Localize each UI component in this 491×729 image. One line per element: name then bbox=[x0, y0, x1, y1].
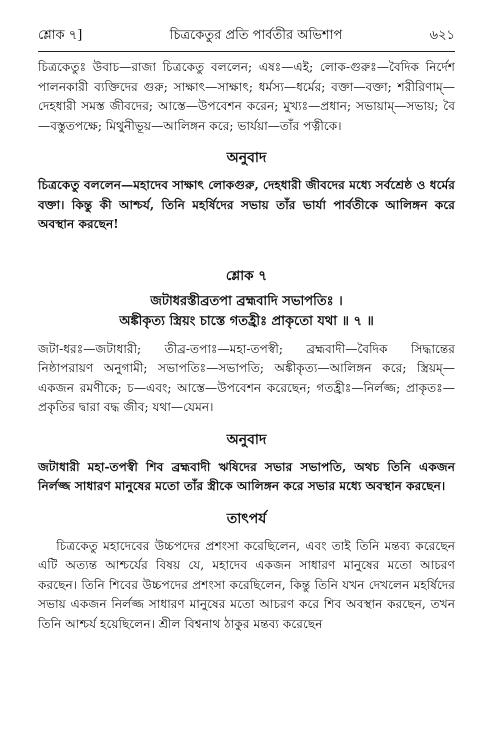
page-number: ৬২১ bbox=[429, 28, 455, 43]
translation-paragraph-2: জটাধারী মহা-তপস্বী শিব ব্রহ্মবাদী ঋষিদের সভার সভাপতি, অথচ তিনি একজন নির্লজ্জ সাধারণ মানুষের মতো তাঁর স্ত্রীকে আলিঙ্গন করে সভার মধ্যে অবস্থান করছেন। bbox=[38, 459, 455, 493]
synonyms-paragraph-2: জটা-ধরঃ—জটাধারী; তীব্র-তপাঃ—মহা-তপস্বী; ব্রহ্মবাদী—বৈদিক সিদ্ধান্তের নিষ্ঠাপরায়ণ অনুগামী; সভাপতিঃ—সভাপতি; অঙ্কীকৃত্য—আলিঙ্গন করে; স্ত্রিয়ম্—একজন রমণীকে; চ—এবং; আস্তে—উপবেশন করেছেন; গতহ্রীঃ—নির্লজ্জ; প্রাকৃতঃ—প্রকৃতির দ্বারা বদ্ধ জীব; যথা—যেমন। bbox=[38, 341, 455, 414]
synonyms-paragraph-1: চিত্রকেতুঃ উবাচ—রাজা চিত্রকেতু বললেন; এষঃ—এই; লোক-গুরুঃ—বৈদিক নির্দেশ পালনকারী ব্যক্তিদের গুরু; সাক্ষাৎ—সাক্ষাৎ; ধর্মস্য—ধর্মের; বক্তা—বক্তা; শরীরিণাম্—দেহধারী সমস্ত জীবদের; আস্তে—উপবেশন করেন; মুখ্যঃ—প্রধান; সভায়াম্—সভায়; বৈ—বস্তুতপক্ষে; মিথুনীভূয়—আলিঙ্গন করে; ভার্যয়া—তাঁর পত্নীকে। bbox=[38, 60, 455, 133]
verse-label: শ্লোক ৭ bbox=[225, 267, 268, 284]
purport-heading: তাৎপর্য bbox=[226, 510, 267, 527]
chapter-title: চিত্রকেতুর প্রতি পার্বতীর অভিশাপ bbox=[169, 28, 343, 43]
translation-paragraph-1: চিত্রকেতু বললেন—মহাদেব সাক্ষাৎ লোকগুরু, দেহধারী জীবদের মধ্যে সর্বশ্রেষ্ঠ ও ধর্মের বক্তা। কিন্তু কী আশ্চর্য, তিনি মহর্ষিদের সভায় তাঁর ভার্যা পার্বতীকে আলিঙ্গন করে অবস্থান করছেন! bbox=[38, 178, 455, 231]
purport-paragraph: চিত্রকেতু মহাদেবের উচ্চপদের প্রশংসা করেছিলেন, এবং তাই তিনি মন্তব্য করেছেন এটি অত্যন্ত আশ্চর্যের বিষয় যে, মহাদেব একজন সাধারণ মানুষের মতো আচরণ করছেন। তিনি শিবের উচ্চপদের প্রশংসা করেছিলেন, কিন্তু তিনি যখন দেখলেন মহর্ষিদের সভায় একজন নির্লজ্জ সাধারণ মানুষের মতো আচরণ করে শিব অবস্থান করছেন, তখন তিনি আশ্চর্য হয়েছিলেন। শ্রীল বিশ্বনাথ ঠাকুর মন্তব্য করেছেন bbox=[38, 538, 455, 631]
page-header bbox=[38, 26, 455, 47]
sanskrit-verse bbox=[38, 292, 455, 332]
header-rule bbox=[38, 51, 455, 52]
verse-line-1: জটাধরস্তীব্রতপা ব্রহ্মবাদি সভাপতিঃ । bbox=[150, 293, 343, 309]
translation-heading-1: অনুবাদ bbox=[226, 150, 267, 166]
verse-line-2: অঙ্কীকৃত্য স্ত্রিয়ং চাস্তে গতহ্রীঃ প্রাকৃতো যথা ॥ ৭ ॥ bbox=[119, 313, 374, 329]
verse-reference: শ্লোক ৭] bbox=[38, 28, 83, 43]
translation-heading-2: অনুবাদ bbox=[226, 431, 267, 448]
